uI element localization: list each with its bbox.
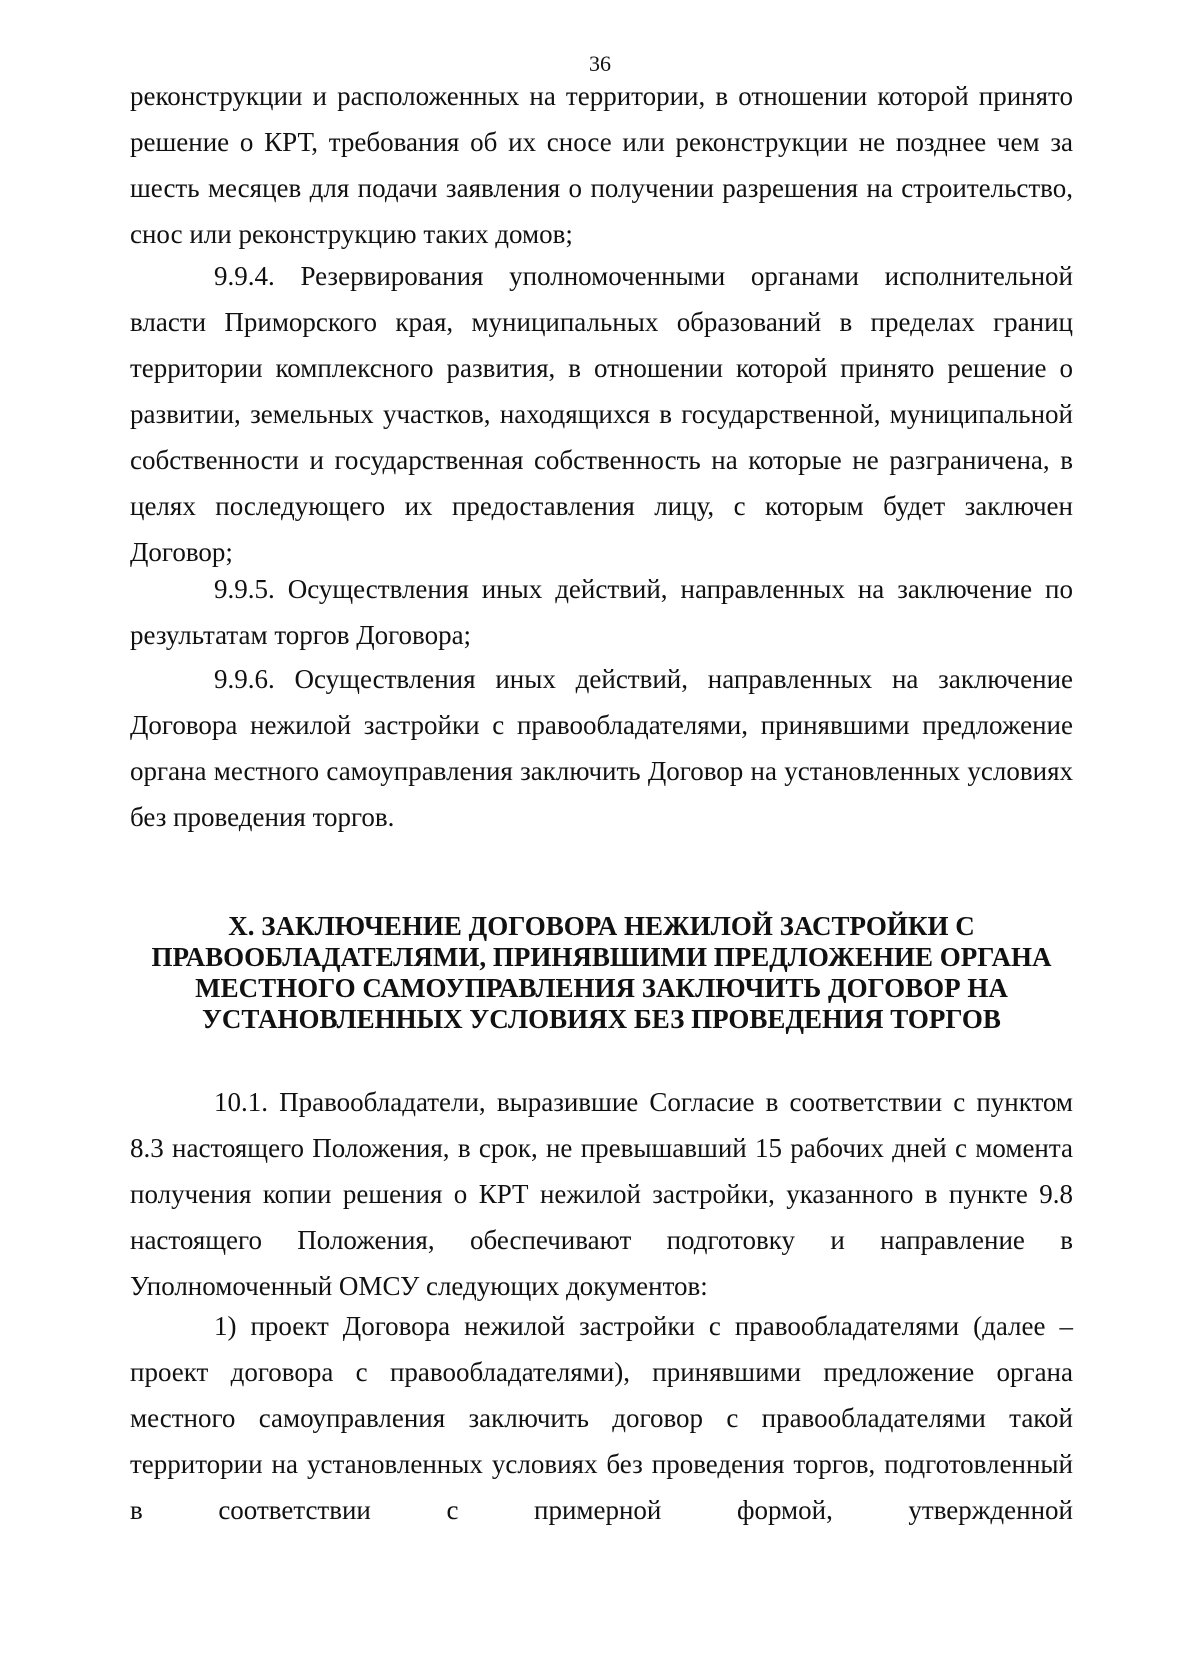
paragraph-10-1: 10.1. Правообладатели, выразившие Согласие в соответствии с пунктом 8.3 настоящего Положения, в срок, не превышавший 15 рабочих дней с момента получения копии решения о КРТ нежилой застройки, указанного в пункте 9.8 настоящего Положения, обеспечивают подготовку и направление в Уполномоченный ОМСУ следующих документов:	[130, 1087, 1073, 1301]
paragraph-9-9-4: 9.9.4. Резервирования уполномоченными органами исполнительной власти Приморского края, муниципальных образований в пределах границ территории комплексного развития, в отношении которой принято решение о развитии, земельных участков, находящихся в государственной, муниципальной собственности и государственная собственность на которые не разграничена, в целях последующего их предоставления лицу, с которым будет заключен Договор;	[130, 261, 1073, 567]
section-heading-line: МЕСТНОГО САМОУПРАВЛЕНИЯ ЗАКЛЮЧИТЬ ДОГОВОР НА	[195, 973, 1008, 1003]
section-heading-line: ПРАВООБЛАДАТЕЛЯМИ, ПРИНЯВШИМИ ПРЕДЛОЖЕНИЕ ОРГАНА	[151, 942, 1052, 972]
paragraph-9-9-5: 9.9.5. Осуществления иных действий, направленных на заключение по результатам торгов Договора;	[130, 574, 1073, 650]
page-number: 36	[589, 51, 611, 76]
section-heading	[130, 911, 1073, 1035]
paragraph-9-9-6: 9.9.6. Осуществления иных действий, направленных на заключение Договора нежилой застройки с правообладателями, принявшими предложение органа местного самоуправления заключить Договор на установленных условиях без проведения торгов.	[130, 664, 1073, 832]
paragraph-continuation: реконструкции и расположенных на территории, в отношении которой принято решение о КРТ, требования об их сносе или реконструкции не позднее чем за шесть месяцев для подачи заявления о получении разрешения на строительство, снос или реконструкцию таких домов;	[130, 81, 1073, 249]
list-item-1: 1) проект Договора нежилой застройки с правообладателями (далее – проект договора с правообладателями), принявшими предложение органа местного самоуправления заключить договор с правообладателями такой территории на установленных условиях без проведения торгов, подготовленный в соответствии с примерной формой, утвержденной	[130, 1311, 1073, 1525]
section-heading-line: УСТАНОВЛЕННЫХ УСЛОВИЯХ БЕЗ ПРОВЕДЕНИЯ ТОРГОВ	[202, 1004, 1001, 1034]
section-heading-line: X. ЗАКЛЮЧЕНИЕ ДОГОВОРА НЕЖИЛОЙ ЗАСТРОЙКИ С	[228, 911, 975, 941]
